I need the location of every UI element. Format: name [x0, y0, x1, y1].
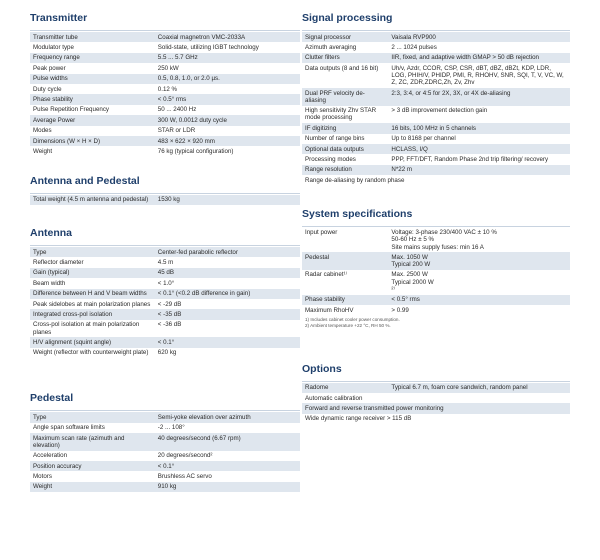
antenna-table	[30, 247, 300, 358]
table-row	[302, 123, 570, 133]
spec-label: Duty cycle	[30, 84, 155, 94]
footnote-1: 1) Includes cabinet cooler power consumption.	[305, 317, 400, 323]
table-row	[30, 482, 300, 492]
spec-value: 16 bits, 100 MHz in 5 channels	[388, 123, 570, 133]
table-row	[30, 320, 300, 338]
table-row	[302, 63, 570, 88]
spec-value: 45 dB	[155, 268, 300, 278]
spec-value: Coaxial magnetron VMC-2033A	[155, 32, 300, 42]
spec-value: < -36 dB	[155, 320, 300, 338]
spec-label: Gain (typical)	[30, 268, 155, 278]
spec-label: Signal processor	[302, 32, 388, 42]
table-row	[30, 348, 300, 358]
spec-value: < -35 dB	[155, 309, 300, 319]
table-row	[30, 195, 300, 205]
spec-label: Dimensions (W × H × D)	[30, 136, 155, 146]
spec-value: < 0.5° rms	[388, 295, 570, 305]
table-row	[302, 53, 570, 63]
table-row	[30, 423, 300, 433]
table-row	[30, 433, 300, 451]
spec-value: 50 ... 2400 Hz	[155, 105, 300, 115]
spec-value: 483 × 622 × 920 mm	[155, 136, 300, 146]
spec-label: Total weight (4.5 m antenna and pedestal)	[30, 195, 155, 205]
right-column	[302, 0, 570, 424]
spec-label: Input power	[302, 228, 388, 253]
table-row	[302, 414, 570, 424]
spec-label: Beam width	[30, 278, 155, 288]
table-row	[302, 165, 570, 175]
section-title-antenna-pedestal: Antenna and Pedestal	[30, 163, 300, 194]
table-row	[30, 412, 300, 422]
spec-value: < 0.1°	[155, 461, 300, 471]
table-row	[30, 309, 300, 319]
table-row	[30, 247, 300, 257]
table-row	[302, 42, 570, 52]
spec-value: Semi-yoke elevation over azimuth	[155, 412, 300, 422]
spec-value: Voltage: 3-phase 230/400 VAC ± 10 % 50-60 Hz ± 5 % Site mains supply fuses: min 16 A	[388, 228, 570, 253]
spec-value: -2 ... 108°	[155, 423, 300, 433]
table-row	[30, 136, 300, 146]
spec-label: Number of range bins	[302, 134, 388, 144]
spec-value: 0.12 %	[155, 84, 300, 94]
spec-value: PPP, FFT/DFT, Random Phase 2nd trip filtering/ recovery	[388, 154, 570, 164]
spec-value: 1530 kg	[155, 195, 300, 205]
spec-label: Position accuracy	[30, 461, 155, 471]
spec-label: Transmitter tube	[30, 32, 155, 42]
spec-value: Max. 1050 W Typical 200 W	[388, 252, 570, 270]
section-title-pedestal: Pedestal	[30, 380, 300, 411]
spec-value: Max. 2500 W Typical 2000 W ²⁾	[388, 270, 570, 295]
spec-label: Data outputs (8 and 16 bit)	[302, 63, 388, 88]
spec-value: < 0.5° rms	[155, 94, 300, 104]
spec-label: Weight	[30, 482, 155, 492]
section-title-options: Options	[302, 351, 570, 382]
spec-label: Pulse Repetition Frequency	[30, 105, 155, 115]
spec-label: Angle span software limits	[30, 423, 155, 433]
spec-value: Uh/v, Azdr, CCOR, CSP, CSR, dBT, dBZ, dBZt, KDP, LDR, LOG, PHIH/V, PHIDP, PMI, R, RHOHV, SNR, SQI, T, V, VC, W, Z, ZC, ZDR,ZDRC,Zh, Zv, Zhv	[388, 63, 570, 88]
spec-label: High sensitivity Zhv STAR mode processing	[302, 106, 388, 124]
table-row	[30, 63, 300, 73]
spec-label: Azimuth averaging	[302, 42, 388, 52]
spec-label: H/V alignment (squint angle)	[30, 337, 155, 347]
spec-value: > 3 dB improvement detection gain	[388, 106, 570, 124]
spec-value: Center-fed parabolic reflector	[155, 247, 300, 257]
spec-label: Motors	[30, 471, 155, 481]
spec-value: 76 kg (typical configuration)	[155, 146, 300, 156]
table-row	[302, 252, 570, 270]
system-specifications-notes	[302, 315, 570, 328]
spec-label: Phase stability	[302, 295, 388, 305]
signal-processing-table	[302, 32, 570, 186]
table-row	[30, 451, 300, 461]
spec-value: 20 degrees/second²	[155, 451, 300, 461]
spec-value: 2 ... 1024 pulses	[388, 42, 570, 52]
spec-label: Weight (reflector with counterweight plate)	[30, 348, 155, 358]
spec-value: Solid-state, utilizing IGBT technology	[155, 42, 300, 52]
table-row	[302, 270, 570, 295]
table-row	[30, 105, 300, 115]
table-row	[30, 115, 300, 125]
table-row	[30, 268, 300, 278]
spec-value: < -29 dB	[155, 299, 300, 309]
spec-label: Range resolution	[302, 165, 388, 175]
pedestal-table	[30, 412, 300, 492]
table-row	[30, 461, 300, 471]
spec-label: Integrated cross-pol isolation	[30, 309, 155, 319]
spec-label: Difference between H and V beam widths	[30, 289, 155, 299]
spec-value: Up to 8168 per channel	[388, 134, 570, 144]
table-row	[302, 144, 570, 154]
spec-value: < 0.1° (<0.2 dB difference in gain)	[155, 289, 300, 299]
spec-label: Radar cabinet¹⁾	[302, 270, 388, 295]
spec-value: < 0.1°	[155, 337, 300, 347]
spec-label: Radome	[302, 383, 388, 393]
table-row	[30, 126, 300, 136]
spec-label: Peak power	[30, 63, 155, 73]
spec-value: HCLASS, I/Q	[388, 144, 570, 154]
spec-value: 0.5, 0.8, 1.0, or 2.0 µs.	[155, 74, 300, 84]
spec-label: Processing modes	[302, 154, 388, 164]
table-row	[302, 88, 570, 106]
spec-label: Optional data outputs	[302, 144, 388, 154]
antenna-pedestal-table	[30, 195, 300, 205]
spec-value: Brushless AC servo	[155, 471, 300, 481]
table-row	[30, 299, 300, 309]
options-table	[302, 383, 570, 425]
table-row	[30, 94, 300, 104]
table-row	[302, 305, 570, 315]
spec-value: STAR or LDR	[155, 126, 300, 136]
spec-label: Forward and reverse transmitted power monitoring	[302, 403, 570, 413]
table-row	[30, 146, 300, 156]
table-row	[30, 53, 300, 63]
table-row	[302, 175, 570, 185]
spec-label: Maximum scan rate (azimuth and elevation)	[30, 433, 155, 451]
spec-value: 910 kg	[155, 482, 300, 492]
table-row	[302, 32, 570, 42]
spec-value: 40 degrees/second (6.67 rpm)	[155, 433, 300, 451]
table-row	[302, 383, 570, 393]
spec-label: Phase stability	[30, 94, 155, 104]
left-column	[30, 0, 300, 492]
spec-label: Reflector diameter	[30, 257, 155, 267]
system-specifications-table	[302, 228, 570, 316]
table-row	[30, 278, 300, 288]
spec-value: Typical 6.7 m, foam core sandwich, random panel	[388, 383, 570, 393]
table-row	[30, 84, 300, 94]
section-title-system-specifications: System specifications	[302, 196, 570, 227]
spec-label: Acceleration	[30, 451, 155, 461]
spec-value: IIR, fixed, and adaptive width GMAP > 50 dB rejection	[388, 53, 570, 63]
spec-value: Vaisala RVP900	[388, 32, 570, 42]
spec-label: Type	[30, 247, 155, 257]
spec-value: N*22 m	[388, 165, 570, 175]
spec-label: Pulse widths	[30, 74, 155, 84]
table-row	[302, 228, 570, 253]
table-row	[302, 403, 570, 413]
table-row	[30, 32, 300, 42]
table-row	[302, 134, 570, 144]
table-row	[30, 471, 300, 481]
spec-label: Cross-pol isolation at main polarization planes	[30, 320, 155, 338]
spec-value: 2:3, 3:4, or 4:5 for 2X, 3X, or 4X de-aliasing	[388, 88, 570, 106]
spec-value: < 1.0°	[155, 278, 300, 288]
table-row	[30, 74, 300, 84]
table-row	[30, 289, 300, 299]
spec-label: Dual PRF velocity de-aliasing	[302, 88, 388, 106]
table-row	[302, 393, 570, 403]
table-row	[30, 257, 300, 267]
spec-label: Peak sidelobes at main polarization planes	[30, 299, 155, 309]
spec-value: 620 kg	[155, 348, 300, 358]
table-row	[302, 295, 570, 305]
spec-label: Modulator type	[30, 42, 155, 52]
spec-value: 4.5 m	[155, 257, 300, 267]
spec-label: Type	[30, 412, 155, 422]
spec-value: 300 W, 0.0012 duty cycle	[155, 115, 300, 125]
spec-label: Maximum RhoHV	[302, 305, 388, 315]
spec-label: Weight	[30, 146, 155, 156]
spec-value: 250 kW	[155, 63, 300, 73]
spec-label: Automatic calibration	[302, 393, 570, 403]
table-row	[302, 106, 570, 124]
transmitter-table	[30, 32, 300, 157]
spec-label: Average Power	[30, 115, 155, 125]
section-title-transmitter: Transmitter	[30, 0, 300, 31]
spec-label: Frequency range	[30, 53, 155, 63]
spec-value: > 0.99	[388, 305, 570, 315]
table-row	[30, 42, 300, 52]
spec-label: IF digitizing	[302, 123, 388, 133]
spec-value: 5.5 ... 5.7 GHz	[155, 53, 300, 63]
section-title-antenna: Antenna	[30, 215, 300, 246]
spec-label: Wide dynamic range receiver > 115 dB	[302, 414, 570, 424]
table-row	[30, 337, 300, 347]
spec-label: Clutter filters	[302, 53, 388, 63]
spec-label: Modes	[30, 126, 155, 136]
section-title-signal-processing: Signal processing	[302, 0, 570, 31]
spec-label: Range de-aliasing by random phase	[302, 175, 570, 185]
footnote-2: 2) Ambient temperature +22 °C, RH 50 %.	[305, 323, 391, 329]
spec-label: Pedestal	[302, 252, 388, 270]
table-row	[302, 154, 570, 164]
